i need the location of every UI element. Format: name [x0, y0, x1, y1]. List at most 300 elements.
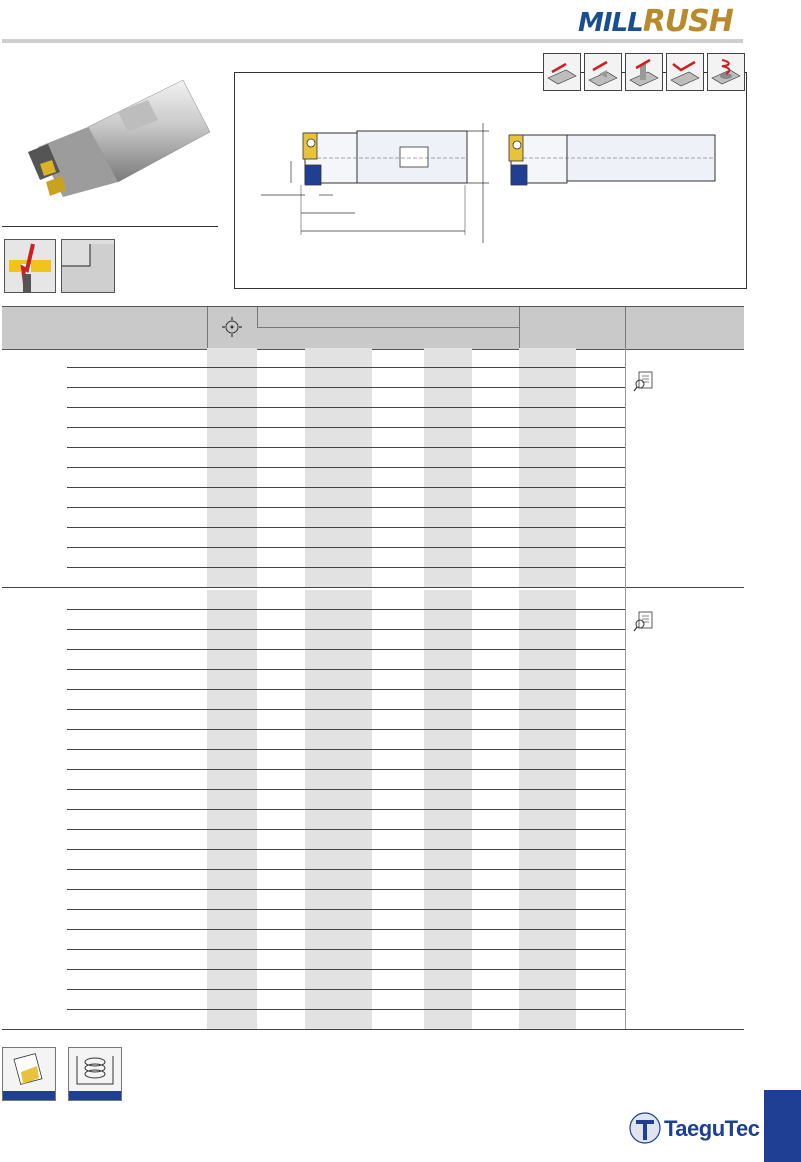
- table-cell: [519, 408, 576, 428]
- table-cell: [576, 810, 625, 830]
- table-row: [2, 990, 625, 1010]
- table-cell: [424, 910, 472, 930]
- table-cell: [519, 428, 576, 448]
- table-cell: [424, 950, 472, 970]
- table-cell: [257, 990, 305, 1010]
- table-row: [2, 790, 625, 810]
- table-cell: [519, 590, 576, 610]
- table-row: [2, 710, 625, 730]
- table-cell: [305, 508, 372, 528]
- table-cell: [257, 488, 305, 508]
- insert-info-icon[interactable]: [2, 1047, 56, 1101]
- table-cell: [424, 508, 472, 528]
- table-cell: [67, 850, 207, 870]
- table-cell: [207, 970, 257, 990]
- technical-drawing: [234, 72, 747, 289]
- table-cell: [472, 468, 519, 488]
- table-cell: [424, 388, 472, 408]
- photo-divider: [2, 226, 218, 227]
- table-row: [2, 408, 625, 428]
- table-cell: [519, 548, 576, 568]
- table-cell: [207, 830, 257, 850]
- table-cell: [472, 1010, 519, 1030]
- table-cell: [305, 910, 372, 930]
- table-cell: [576, 930, 625, 950]
- table-row: [2, 448, 625, 468]
- table-cell: [67, 990, 207, 1010]
- table-cell: [305, 1010, 372, 1030]
- table-cell: [67, 528, 207, 548]
- table-cell: [67, 568, 207, 588]
- table-cell: [424, 408, 472, 428]
- teeth-count-icon: [221, 316, 243, 338]
- table-cell: [576, 448, 625, 468]
- table-cell: [207, 650, 257, 670]
- table-cell: [424, 690, 472, 710]
- table-cell: [257, 368, 305, 388]
- table-cell: [305, 388, 372, 408]
- insert-clamp-icon: [4, 239, 56, 293]
- table-cell: [472, 790, 519, 810]
- table-cell: [472, 930, 519, 950]
- table-cell: [305, 650, 372, 670]
- table-cell: [424, 790, 472, 810]
- table-cell: [372, 590, 424, 610]
- table-cell: [519, 750, 576, 770]
- table-row: [2, 348, 625, 368]
- table-cell: [576, 388, 625, 408]
- table-cell: [472, 670, 519, 690]
- table-cell: [207, 388, 257, 408]
- table-cell: [305, 468, 372, 488]
- table-cell: [519, 348, 576, 368]
- table-cell: [372, 610, 424, 630]
- table-row: [2, 368, 625, 388]
- table-cell: [67, 590, 207, 610]
- table-cell: [472, 590, 519, 610]
- table-cell: [372, 488, 424, 508]
- table-cell: [519, 850, 576, 870]
- table-cell: [305, 990, 372, 1010]
- table-cell: [519, 810, 576, 830]
- table-cell: [472, 408, 519, 428]
- table-cell: [372, 970, 424, 990]
- table-cell: [67, 950, 207, 970]
- table-cell: [67, 508, 207, 528]
- table-cell: [576, 670, 625, 690]
- taegutec-emblem-icon: [628, 1108, 662, 1148]
- millrush-logo: [578, 4, 733, 39]
- table-cell: [305, 408, 372, 428]
- table-cell: [207, 690, 257, 710]
- table-cell: [372, 568, 424, 588]
- table-cell: [472, 428, 519, 448]
- table-cell: [576, 890, 625, 910]
- table-cell: [424, 528, 472, 548]
- table-cell: [305, 428, 372, 448]
- table-cell: [257, 870, 305, 890]
- table-cell: [207, 468, 257, 488]
- table-cell: [257, 690, 305, 710]
- table-cell: [519, 950, 576, 970]
- table-cell: [519, 730, 576, 750]
- table-cell: [257, 548, 305, 568]
- table-cell: [472, 448, 519, 468]
- table-cell: [372, 850, 424, 870]
- table-cell: [305, 810, 372, 830]
- table-cell: [305, 610, 372, 630]
- table-cell: [67, 348, 207, 368]
- table-cell: [472, 950, 519, 970]
- table-cell: [67, 930, 207, 950]
- table-cell: [472, 528, 519, 548]
- table-cell: [576, 428, 625, 448]
- table-cell: [372, 690, 424, 710]
- table-cell: [257, 528, 305, 548]
- table-cell: [305, 348, 372, 368]
- table-cell: [207, 548, 257, 568]
- table-cell: [576, 950, 625, 970]
- ramping-data-icon[interactable]: [68, 1047, 122, 1101]
- table-cell: [519, 970, 576, 990]
- table-cell: [519, 488, 576, 508]
- table-cell: [207, 630, 257, 650]
- table-row: [2, 810, 625, 830]
- table-cell: [519, 368, 576, 388]
- table-cell: [576, 870, 625, 890]
- table-cell: [372, 548, 424, 568]
- table-cell: [519, 610, 576, 630]
- table-cell: [372, 368, 424, 388]
- table-row: [2, 950, 625, 970]
- table-cell: [207, 750, 257, 770]
- table-cell: [519, 1010, 576, 1030]
- table-cell: [576, 770, 625, 790]
- table-cell: [424, 348, 472, 368]
- table-row: [2, 690, 625, 710]
- table-cell: [305, 710, 372, 730]
- table-cell: [472, 508, 519, 528]
- table-cell: [207, 508, 257, 528]
- logo-rush-text: RUSH: [642, 4, 733, 39]
- table-cell: [424, 890, 472, 910]
- table-cell: [305, 970, 372, 990]
- table-cell: [472, 990, 519, 1010]
- table-cell: [472, 610, 519, 630]
- table-cell: [257, 710, 305, 730]
- table-cell: [257, 630, 305, 650]
- table-cell: [257, 348, 305, 368]
- table-cell: [67, 388, 207, 408]
- table-cell: [519, 528, 576, 548]
- catalog-reference-icon-2[interactable]: [633, 610, 655, 632]
- table-cell: [576, 830, 625, 850]
- table-cell: [305, 488, 372, 508]
- table-cell: [372, 770, 424, 790]
- table-cell: [257, 448, 305, 468]
- table-cell: [519, 630, 576, 650]
- table-cell: [305, 790, 372, 810]
- table-bottom-rule: [2, 1029, 744, 1030]
- table-row: [2, 388, 625, 408]
- table-cell: [67, 710, 207, 730]
- table-cell: [372, 910, 424, 930]
- table-cell: [519, 670, 576, 690]
- table-cell: [305, 770, 372, 790]
- table-cell: [207, 930, 257, 950]
- table-cell: [257, 590, 305, 610]
- table-cell: [519, 790, 576, 810]
- table-cell: [472, 690, 519, 710]
- table-cell: [305, 890, 372, 910]
- table-cell: [424, 630, 472, 650]
- table-cell: [519, 830, 576, 850]
- table-cell: [207, 528, 257, 548]
- table-row: [2, 610, 625, 630]
- table-cell: [372, 790, 424, 810]
- table-cell: [67, 488, 207, 508]
- table-cell: [207, 770, 257, 790]
- table-cell: [576, 488, 625, 508]
- table-cell: [424, 448, 472, 468]
- table-cell: [472, 368, 519, 388]
- table-cell: [257, 610, 305, 630]
- table-cell: [305, 930, 372, 950]
- table-row: [2, 670, 625, 690]
- table-cell: [424, 368, 472, 388]
- table-cell: [372, 1010, 424, 1030]
- table-cell: [305, 568, 372, 588]
- table-cell: [207, 870, 257, 890]
- table-cell: [519, 690, 576, 710]
- table-row: [2, 930, 625, 950]
- table-cell: [67, 650, 207, 670]
- table-cell: [207, 950, 257, 970]
- table-cell: [372, 630, 424, 650]
- table-cell: [424, 468, 472, 488]
- table-cell: [67, 408, 207, 428]
- table-cell: [372, 930, 424, 950]
- table-cell: [519, 870, 576, 890]
- table-cell: [472, 730, 519, 750]
- table-cell: [67, 690, 207, 710]
- table-cell: [257, 950, 305, 970]
- table-cell: [257, 568, 305, 588]
- table-cell: [67, 368, 207, 388]
- table-cell: [424, 850, 472, 870]
- table-cell: [67, 448, 207, 468]
- table-cell: [305, 830, 372, 850]
- table-cell: [424, 710, 472, 730]
- table-cell: [576, 528, 625, 548]
- table-cell: [472, 650, 519, 670]
- table-cell: [576, 408, 625, 428]
- table-cell: [305, 750, 372, 770]
- table-cell: [257, 810, 305, 830]
- table-row: [2, 590, 625, 610]
- table-cell: [424, 428, 472, 448]
- table-cell: [472, 710, 519, 730]
- table-cell: [257, 850, 305, 870]
- table-cell: [305, 850, 372, 870]
- table-cell: [424, 548, 472, 568]
- table-cell: [576, 710, 625, 730]
- table-cell: [207, 610, 257, 630]
- shoulder-profile-icon: [61, 239, 115, 293]
- table-cell: [257, 508, 305, 528]
- table-cell: [372, 468, 424, 488]
- table-cell: [67, 428, 207, 448]
- table-cell: [424, 1010, 472, 1030]
- table-cell: [67, 770, 207, 790]
- table-cell: [207, 408, 257, 428]
- table-cell: [472, 970, 519, 990]
- table-cell: [257, 408, 305, 428]
- table-cell: [305, 870, 372, 890]
- table-cell: [576, 548, 625, 568]
- table-cell: [372, 528, 424, 548]
- table-cell: [207, 890, 257, 910]
- table-row: [2, 970, 625, 990]
- table-cell: [472, 630, 519, 650]
- table-cell: [67, 750, 207, 770]
- table-cell: [67, 548, 207, 568]
- table-cell: [207, 448, 257, 468]
- table-cell: [305, 368, 372, 388]
- table-cell: [257, 890, 305, 910]
- table-cell: [207, 348, 257, 368]
- table-cell: [207, 910, 257, 930]
- table-cell: [257, 388, 305, 408]
- table-cell: [424, 930, 472, 950]
- table-cell: [305, 448, 372, 468]
- table-cell: [372, 408, 424, 428]
- table-cell: [305, 548, 372, 568]
- ramping-icon: [666, 53, 704, 91]
- table-row: [2, 468, 625, 488]
- table-cell: [576, 990, 625, 1010]
- table-row: [2, 830, 625, 850]
- table-cell: [372, 428, 424, 448]
- table-cell: [472, 348, 519, 368]
- table-cell: [519, 710, 576, 730]
- table-cell: [576, 348, 625, 368]
- table-cell: [424, 810, 472, 830]
- table-cell: [372, 750, 424, 770]
- table-cell: [519, 568, 576, 588]
- table-cell: [207, 990, 257, 1010]
- table-cell: [207, 568, 257, 588]
- table-cell: [424, 590, 472, 610]
- table-cell: [576, 850, 625, 870]
- table-cell: [519, 448, 576, 468]
- table-cell: [372, 810, 424, 830]
- table-row: [2, 850, 625, 870]
- table-cell: [519, 650, 576, 670]
- table-cell: [305, 690, 372, 710]
- table-cell: [576, 910, 625, 930]
- table-cell: [207, 850, 257, 870]
- table-cell: [207, 670, 257, 690]
- table-cell: [424, 610, 472, 630]
- table-cell: [472, 850, 519, 870]
- shoulder-milling-icon: [584, 53, 622, 91]
- table-cell: [305, 590, 372, 610]
- table-cell: [305, 730, 372, 750]
- table-cell: [207, 730, 257, 750]
- table-row: [2, 870, 625, 890]
- table-cell: [67, 970, 207, 990]
- table-cell: [576, 790, 625, 810]
- table-cell: [257, 468, 305, 488]
- table-cell: [519, 508, 576, 528]
- logo-mill-text: MILL: [578, 8, 643, 38]
- table-cell: [372, 650, 424, 670]
- table-cell: [207, 488, 257, 508]
- table-cell: [472, 568, 519, 588]
- table-cell: [472, 890, 519, 910]
- table-cell: [424, 870, 472, 890]
- table-cell: [424, 990, 472, 1010]
- table-cell: [424, 650, 472, 670]
- table-cell: [472, 548, 519, 568]
- table-cell: [67, 830, 207, 850]
- table-cell: [519, 930, 576, 950]
- table-cell: [257, 650, 305, 670]
- table-cell: [372, 730, 424, 750]
- table-cell: [67, 468, 207, 488]
- table-cell: [519, 910, 576, 930]
- table-row: [2, 910, 625, 930]
- table-cell: [207, 1010, 257, 1030]
- table-cell: [424, 750, 472, 770]
- table-cell: [207, 710, 257, 730]
- table-row: [2, 730, 625, 750]
- table-row: [2, 750, 625, 770]
- table-cell: [207, 810, 257, 830]
- table-cell: [576, 730, 625, 750]
- table-cell: [67, 610, 207, 630]
- table-cell: [257, 970, 305, 990]
- table-header: [2, 306, 744, 350]
- table-cell: [472, 388, 519, 408]
- table-cell: [576, 468, 625, 488]
- table-cell: [372, 830, 424, 850]
- column-divider: [625, 348, 626, 1029]
- table-row: [2, 428, 625, 448]
- table-cell: [519, 770, 576, 790]
- table-cell: [257, 428, 305, 448]
- table-cell: [257, 670, 305, 690]
- table-cell: [576, 750, 625, 770]
- face-milling-icon: [543, 53, 581, 91]
- table-cell: [424, 770, 472, 790]
- table-cell: [207, 590, 257, 610]
- table-cell: [372, 950, 424, 970]
- table-cell: [472, 910, 519, 930]
- taegutec-logo-text: TaeguTec: [664, 1116, 760, 1141]
- table-cell: [257, 770, 305, 790]
- table-cell: [67, 630, 207, 650]
- table-cell: [472, 488, 519, 508]
- table-cell: [519, 990, 576, 1010]
- table-row: [2, 770, 625, 790]
- tool-photo: [18, 72, 218, 212]
- table-cell: [372, 870, 424, 890]
- table-cell: [472, 830, 519, 850]
- catalog-reference-icon-1[interactable]: [633, 370, 655, 392]
- table-cell: [424, 568, 472, 588]
